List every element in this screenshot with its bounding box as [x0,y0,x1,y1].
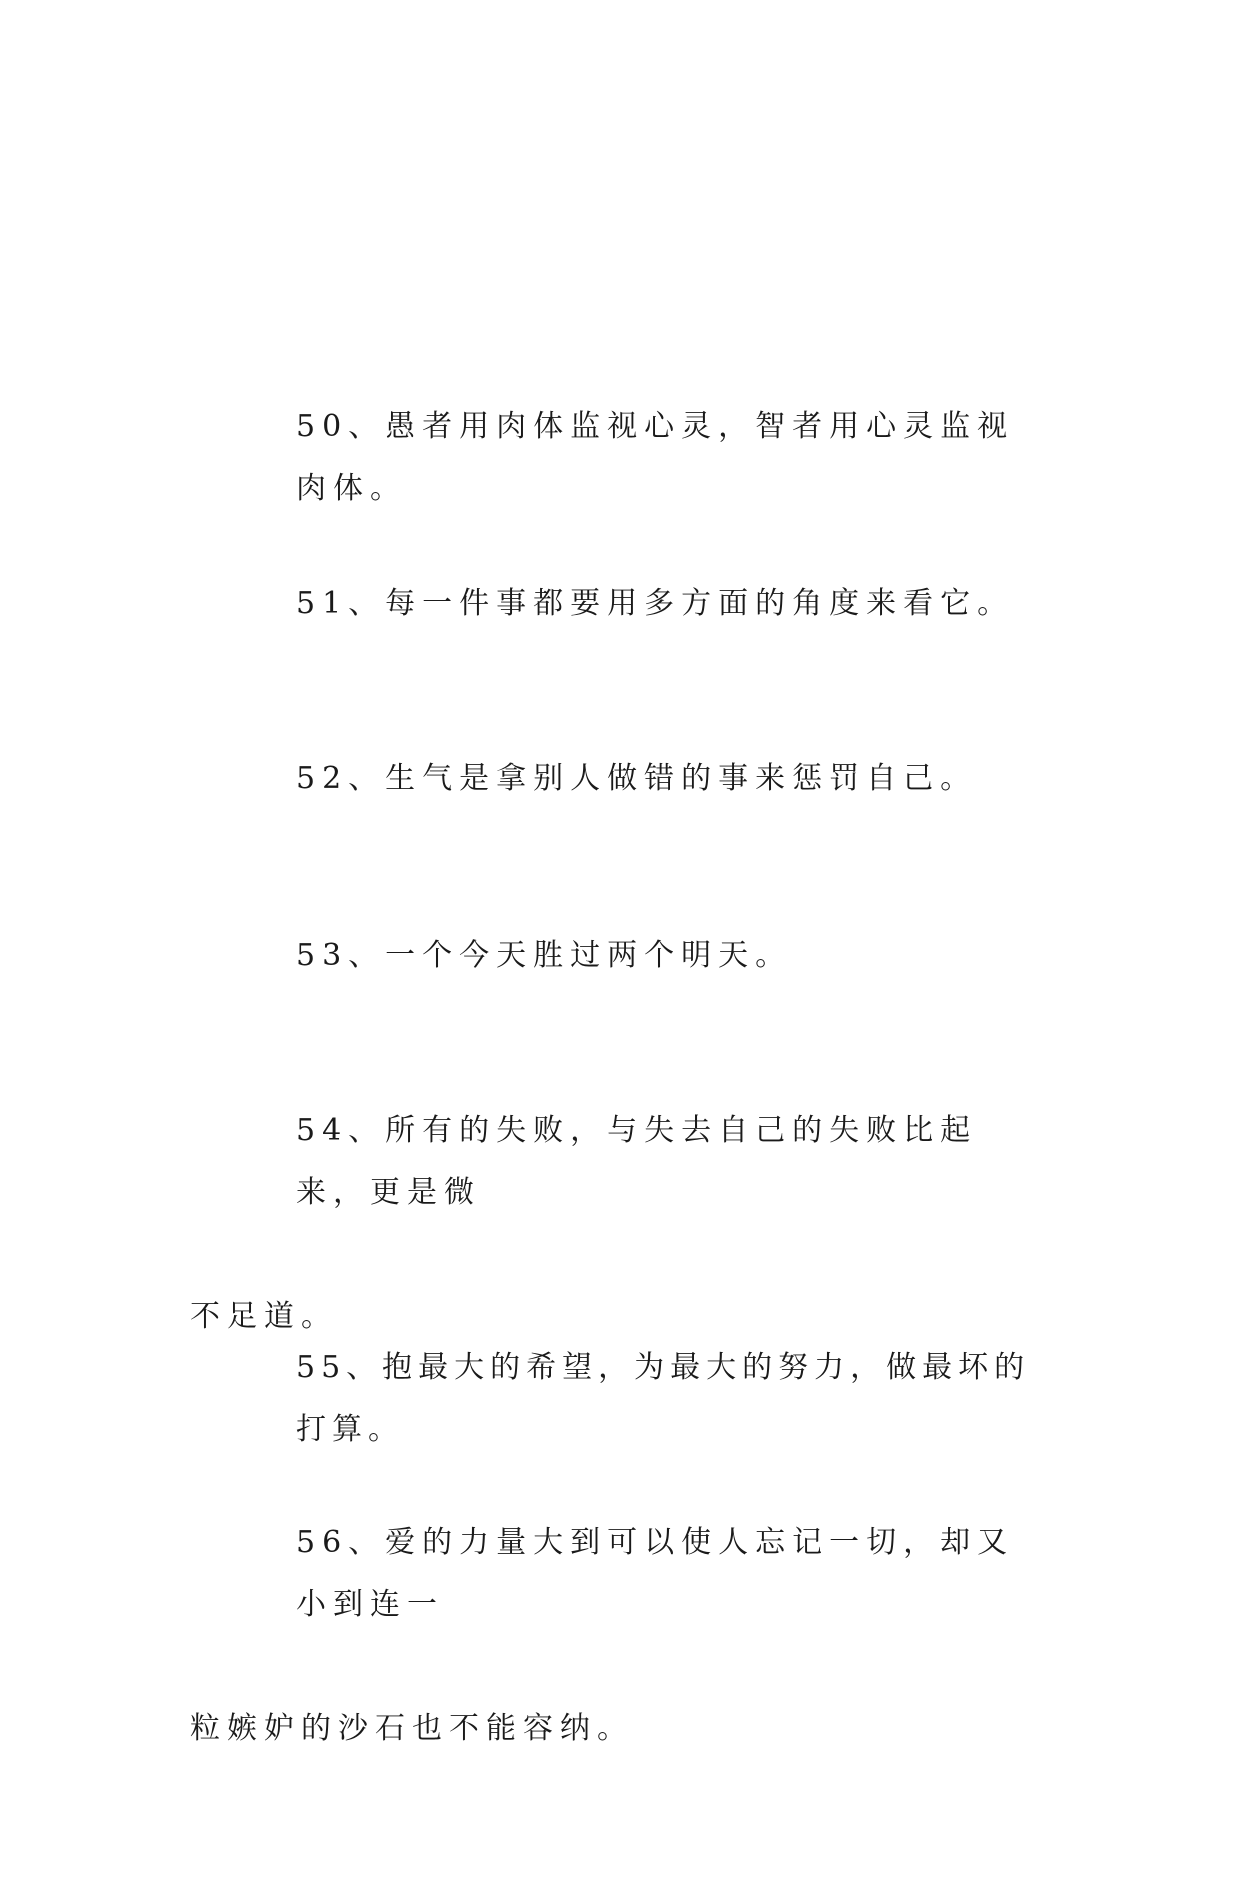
quote-line: 粒嫉妒的沙石也不能容纳。 [190,1711,634,1746]
quote-line: 55、抱最大的希望，为最大的努力，做最坏的打算。 [296,1350,1031,1447]
quote-line: 53、一个今天胜过两个明天。 [296,938,793,973]
quote-line: 不足道。 [190,1299,338,1334]
quote-line: 54、所有的失败，与失去自己的失败比起来，更是微 [296,1113,978,1210]
quote-line: 56、爱的力量大到可以使人忘记一切，却又小到连一 [296,1525,1015,1622]
quote-line: 50、愚者用肉体监视心灵，智者用心灵监视肉体。 [296,409,1015,506]
quote-56 [190,1388,1050,1884]
quote-line: 51、每一件事都要用多方面的角度来看它。 [296,586,1015,621]
quote-line: 52、生气是拿别人做错的事来惩罚自己。 [296,761,978,796]
